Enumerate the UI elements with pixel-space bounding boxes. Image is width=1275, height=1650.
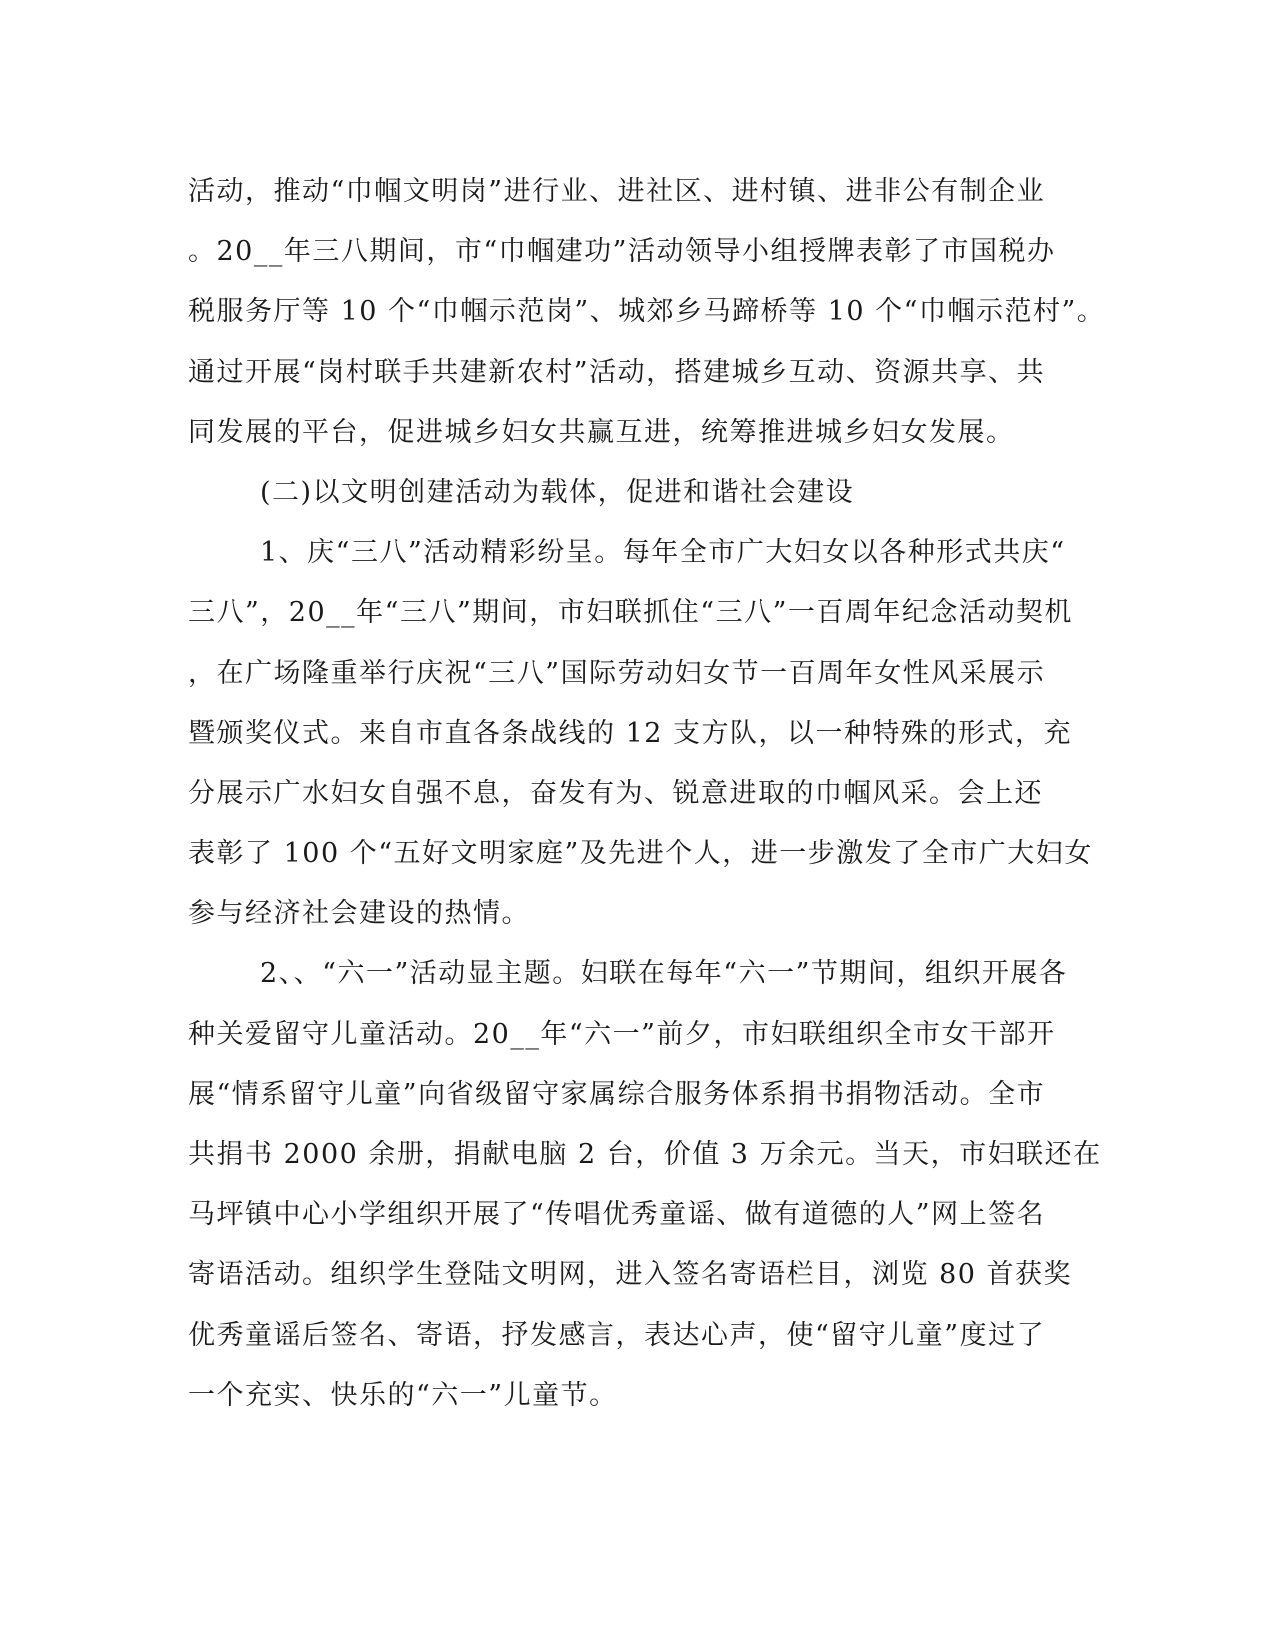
document-body [188,162,1106,1426]
section-heading: (二)以文明创建活动为载体，促进和谐社会建设 [260,476,855,508]
text-line: 展“情系留守儿童”向省级留守家属综合服务体系捐书捐物活动。全市 [188,1078,1046,1110]
text-line: 通过开展“岗村联手共建新农村”活动，搭建城乡互动、资源共享、共 [188,356,1046,388]
text-line: 种关爱留守儿童活动。20__年“六一”前夕，市妇联组织全市女干部开 [188,1018,1056,1050]
text-line: 优秀童谣后签名、寄语，抒发感言，表达心声，使“留守儿童”度过了 [188,1319,1046,1351]
text-line: 一个充实、快乐的“六一”儿童节。 [188,1379,618,1411]
text-line: 1、庆“三八”活动精彩纷呈。每年全市广大妇女以各种形式共庆“ [260,537,1066,569]
text-line: 参与经济社会建设的热情。 [188,898,530,930]
text-line: 三八”，20__年“三八”期间，市妇联抓住“三八”一百周年纪念活动契机 [188,597,1073,629]
text-line: ，在广场隆重举行庆祝“三八”国际劳动妇女节一百周年女性风采展示 [188,657,1046,689]
text-line: 同发展的平台，促进城乡妇女共赢互进，统筹推进城乡妇女发展。 [188,416,1015,448]
text-line: 2、、“六一”活动显主题。妇联在每年“六一”节期间，组织开展各 [260,958,1068,990]
text-line: 活动，推动“巾帼文明岗”进行业、进社区、进村镇、进非公有制企业 [188,176,1046,207]
text-line: 税服务厅等 10 个“巾帼示范岗”、城郊乡马蹄桥等 10 个“巾帼示范村”。 [188,296,1106,328]
text-line: 寄语活动。组织学生登陆文明网，进入签名寄语栏目，浏览 80 首获奖 [188,1259,1073,1291]
text-line: 马坪镇中心小学组织开展了“传唱优秀童谣、做有道德的人”网上签名 [188,1199,1046,1231]
text-line: 共捐书 2000 余册，捐献电脑 2 台，价值 3 万余元。当天，市妇联还在 [188,1139,1102,1170]
text-line: 。20__年三八期间，市“巾帼建功”活动领导小组授牌表彰了市国税办 [188,236,1056,268]
text-line: 表彰了 100 个“五好文明家庭”及先进个人，进一步激发了全市广大妇女 [188,838,1093,870]
text-line: 分展示广水妇女自强不息，奋发有为、锐意进取的巾帼风采。会上还 [188,777,1043,809]
text-line: 暨颁奖仪式。来自市直各条战线的 12 支方队，以一种特殊的形式，充 [188,717,1073,749]
